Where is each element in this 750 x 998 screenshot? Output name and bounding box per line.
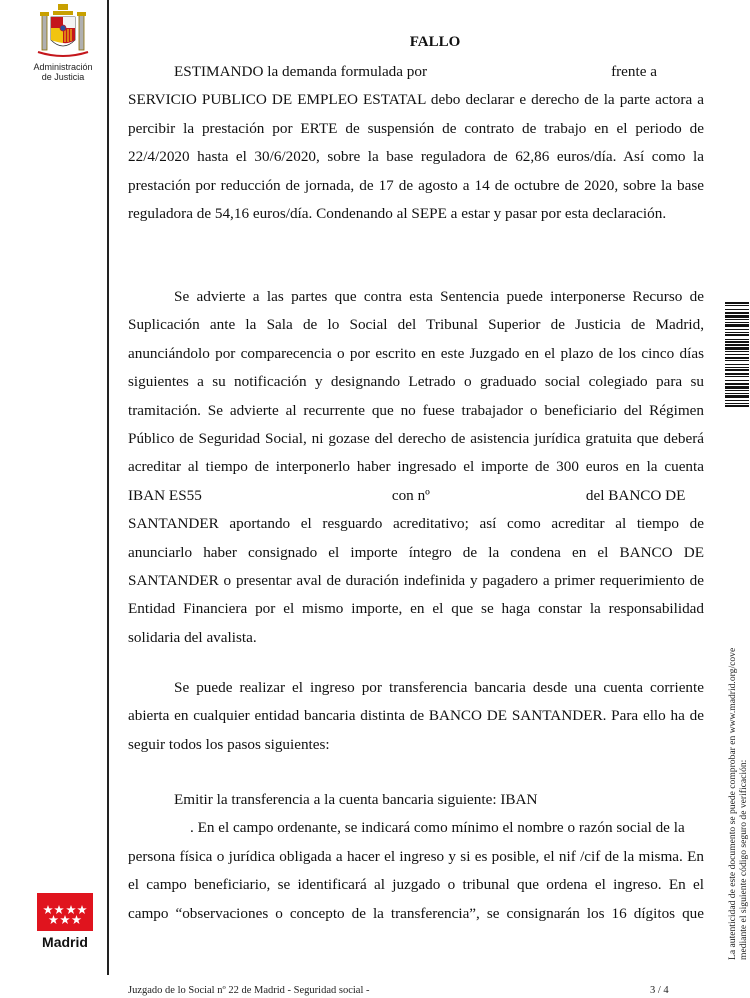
recurso-line-5: tramitación. Se advierte al recurrente que no fuese trabajador o beneficiario del Régimen <box>128 401 704 419</box>
barcode-bar <box>725 329 749 330</box>
recurso-line-13: solidaria del avalista. <box>128 628 257 646</box>
barcode-bar <box>725 405 749 407</box>
transferencia-paragraph <box>128 674 704 759</box>
emitir-line-3: persona física o jurídica obligada a hacer el ingreso y si es posible, el nif /cif de la misma. En <box>128 847 704 865</box>
barcode-bar <box>725 369 749 371</box>
emitir-paragraph <box>128 786 704 928</box>
barcode-bar <box>725 364 749 365</box>
transferencia-line-1: Se puede realizar el ingreso por transferencia bancaria desde una cuenta corriente <box>174 679 704 696</box>
emitir-line-2-text: . En el campo ordenante, se indicará como mínimo el nombre o razón social de la <box>190 819 685 837</box>
barcode-bar <box>725 315 749 318</box>
barcode-bar <box>725 341 749 343</box>
fallo-line-1-text: ESTIMANDO la demanda formulada por <box>174 63 428 80</box>
fallo-line-6: reguladora de 54,16 euros/día. Condenando al SEPE a estar y pasar por esta declaración. <box>128 204 667 222</box>
recurso-line-8 <box>128 482 704 510</box>
barcode-bar <box>725 344 749 346</box>
barcode-bar <box>725 334 749 336</box>
transferencia-line-2: abierta en cualquier entidad bancaria distinta de BANCO DE SANTANDER. Para ello ha de <box>128 707 704 725</box>
iban-label: IBAN ES55 <box>128 486 202 504</box>
recurso-line-4: siguientes a su notificación y designando Letrado o graduado social colegiado para su <box>128 373 704 391</box>
barcode-bar <box>725 351 749 352</box>
barcode-bar <box>725 309 749 310</box>
fallo-line-5: prestación por reducción de jornada, de 17 de agosto a 14 de octubre de 2020, sobre la base <box>128 176 704 194</box>
fallo-line-1-end: frente a <box>611 63 658 80</box>
barcode-bar <box>725 376 749 377</box>
barcode-bar <box>725 383 749 385</box>
recurso-line-10: anunciarlo haber consignado el importe íntegro de la condena en el BANCO DE <box>128 543 704 561</box>
fallo-paragraph <box>128 58 704 228</box>
barcode-bar <box>725 395 749 398</box>
barcode-bar <box>725 360 749 361</box>
barcode-bar <box>725 403 749 404</box>
verification-line-1: La autenticidad de este documento se puede comprobar en www.madrid.org/cove <box>727 647 738 960</box>
recurso-line-11: SANTANDER o presentar aval de duración indefinida y pagadero a primer requerimiento de <box>128 571 704 589</box>
barcode-bar <box>725 305 749 306</box>
verification-text-block <box>727 648 749 960</box>
page-number: 3 / 4 <box>650 985 669 996</box>
barcode-bar <box>725 319 749 320</box>
barcode-bar <box>725 393 749 394</box>
footer-court: Juzgado de lo Social nº 22 de Madrid - Seguridad social - <box>128 985 370 996</box>
verification-line-2: mediante el siguiente código seguro de verificación: <box>738 759 749 960</box>
agency-line-1: Administración <box>33 62 93 72</box>
section-heading: FALLO <box>409 34 461 50</box>
recurso-line-3: anunciándolo por comparecencia o por escrito en este Juzgado en el plazo de los cinco días <box>128 344 704 362</box>
barcode-bar <box>725 367 749 368</box>
barcode-bar <box>725 390 749 391</box>
barcode-image <box>723 300 750 410</box>
madrid-label: Madrid <box>42 934 88 950</box>
emitir-line-5: campo “observaciones o concepto de la transferencia”, se consignarán los 16 dígitos que <box>128 904 704 922</box>
barcode-bar <box>725 380 749 381</box>
barcode-bar <box>725 332 749 333</box>
account-number-label: con nº <box>391 486 430 504</box>
madrid-flag-logo <box>37 893 93 931</box>
fallo-line-4: 22/4/2020 hasta el 30/6/2020, sobre la base reguladora de 62,86 euros/día. Así como la <box>128 148 704 166</box>
bank-name-start: del BANCO DE <box>585 486 686 504</box>
recurso-line-2: Suplicación ante la Sala de lo Social del Tribunal Superior de Justicia de Madrid, <box>128 316 704 334</box>
barcode-bar <box>725 322 749 323</box>
recurso-line-7: acreditar al tiempo de interponerlo haber ingresado el importe de 300 euros en la cuenta <box>128 458 704 476</box>
verification-notice <box>727 647 749 960</box>
recurso-line-6: Público de Seguridad Social, ni gozase del derecho de asistencia jurídica gratuita que deberá <box>128 429 704 447</box>
barcode-bar <box>725 400 749 401</box>
barcode-bar <box>725 373 749 375</box>
emitir-line-4: el campo beneficiario, se identificará al juzgado o tribunal que ordena el ingreso. En el <box>128 876 704 894</box>
barcode-bar <box>725 347 749 350</box>
barcode-bar <box>725 386 749 389</box>
transferencia-line-3: seguir todos los pasos siguientes: <box>128 735 330 753</box>
recurso-line-9: SANTANDER aportando el resguardo acreditativo; así como acreditar al tiempo de <box>128 515 704 533</box>
emitir-line-1: Emitir la transferencia a la cuenta bancaria siguiente: IBAN <box>174 791 538 808</box>
coat-of-arms-logo <box>36 2 90 64</box>
agency-label <box>18 62 108 82</box>
emitir-line-2 <box>128 814 704 842</box>
recurso-paragraph <box>128 283 704 652</box>
barcode-bar <box>725 302 749 304</box>
barcode-bar <box>725 339 749 340</box>
fallo-line-3: percibir la prestación por ERTE de suspensión de contrato de trabajo en el periodo de <box>128 119 704 137</box>
agency-line-2: de Justicia <box>41 72 85 82</box>
fallo-line-1 <box>128 58 704 86</box>
recurso-line-12: Entidad Financiera por el mismo importe, en el que se haga constar la responsabilidad <box>128 600 704 618</box>
barcode-bar <box>725 312 749 314</box>
barcode-bar <box>725 324 749 327</box>
barcode-bar <box>725 357 749 359</box>
margin-rule <box>107 0 109 975</box>
recurso-line-1: Se advierte a las partes que contra esta Sentencia puede interponerse Recurso de <box>174 288 704 305</box>
fallo-line-2: SERVICIO PUBLICO DE EMPLEO ESTATAL debo declarar e derecho de la parte actora a <box>128 91 704 109</box>
barcode-bar <box>725 354 749 355</box>
